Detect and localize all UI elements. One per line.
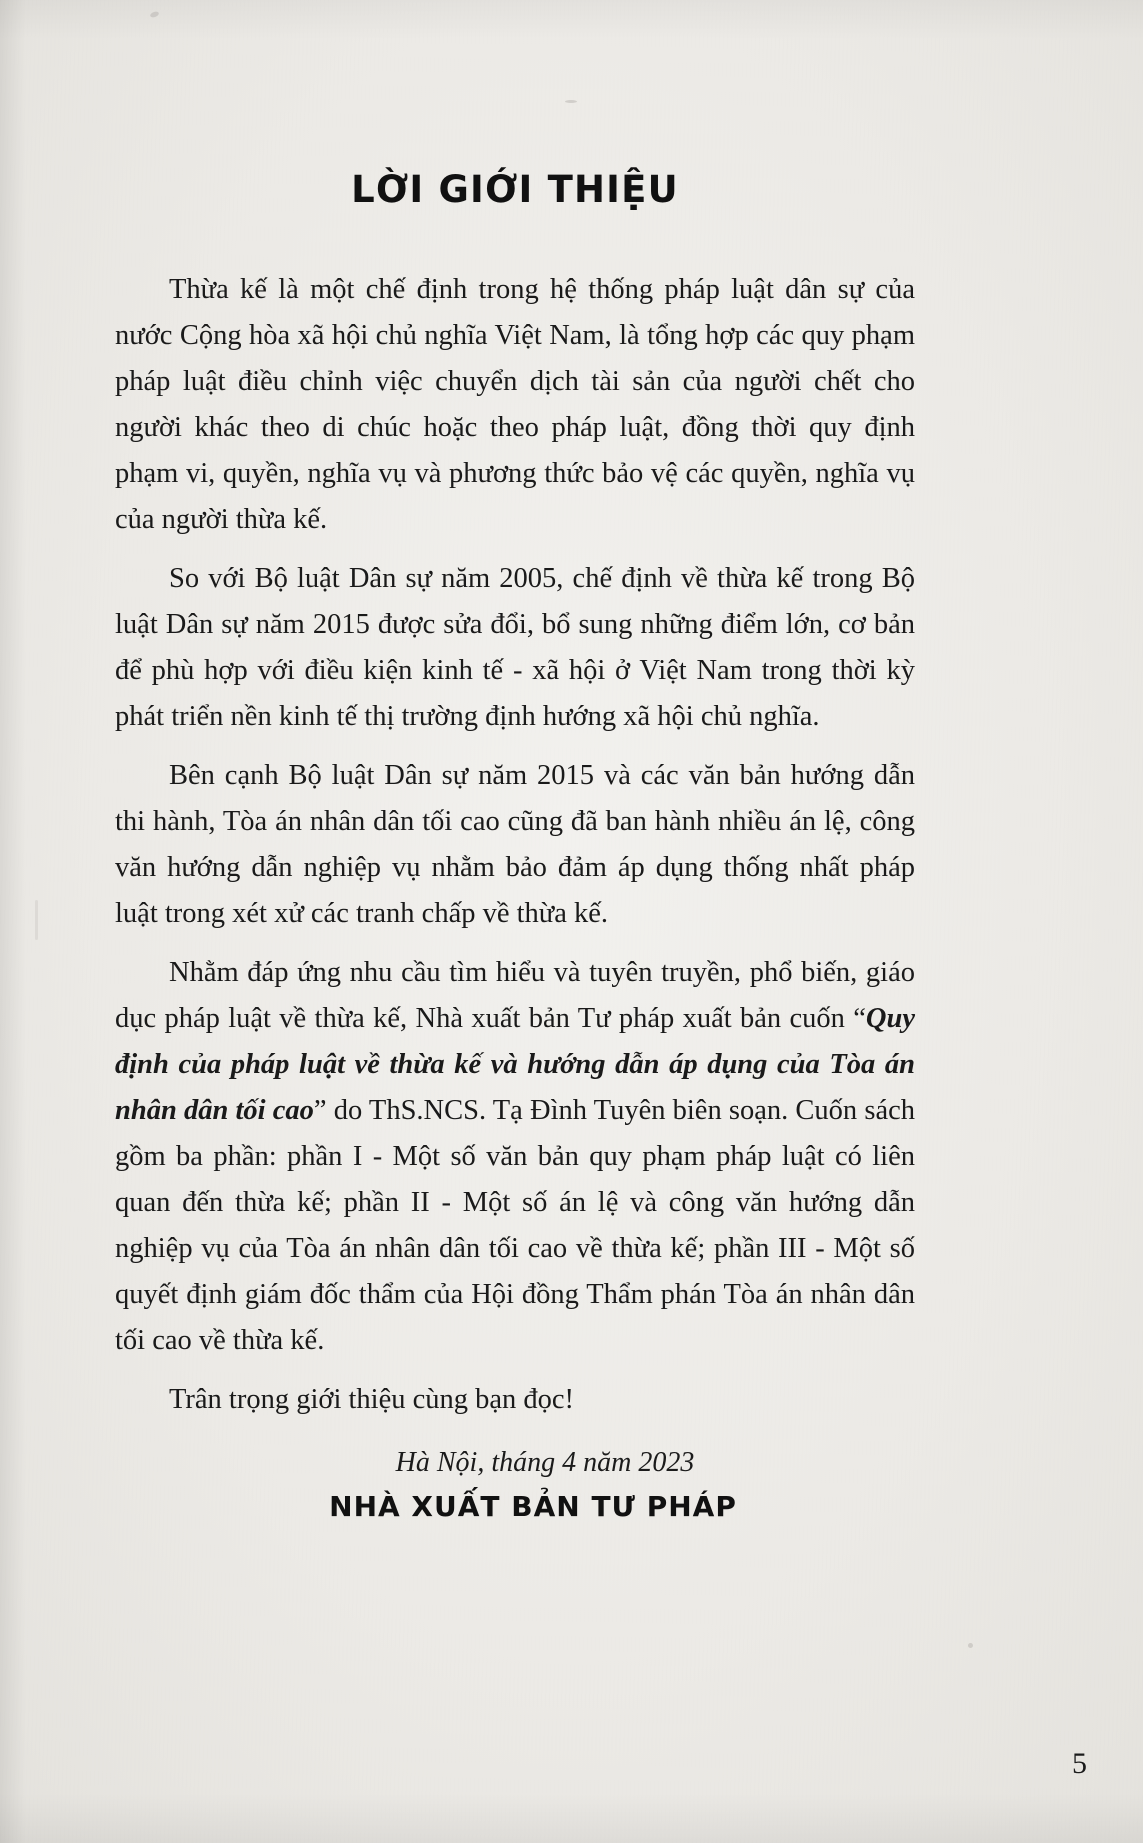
book-title: Quy định của pháp luật về thừa kế và hướng dẫn áp dụng của Tòa án nhân dân tối cao: [115, 1003, 915, 1126]
publisher-name: NHÀ XUẤT BẢN TƯ PHÁP: [329, 1490, 737, 1523]
paragraph-3: Bên cạnh Bộ luật Dân sự năm 2015 và các văn bản hướng dẫn thi hành, Tòa án nhân dân tối cao cũng đã ban hành nhiều án lệ, công văn hướng dẫn nghiệp vụ nhằm bảo đảm áp dụng thống nhất pháp luật trong xét xử các tranh chấp về thừa kế.: [115, 760, 915, 929]
page-title: LỜI GIỚI THIỆU: [351, 168, 679, 211]
signature-block: [115, 1441, 915, 1529]
closing-line: Trân trọng giới thiệu cùng bạn đọc!: [169, 1384, 575, 1415]
page-content: [115, 0, 915, 1843]
scan-speck: [35, 900, 38, 940]
paragraph-4: [115, 950, 915, 1364]
paragraph-2: So với Bộ luật Dân sự năm 2005, chế định về thừa kế trong Bộ luật Dân sự năm 2015 được sửa đổi, bổ sung những điểm lớn, cơ bản để phù hợp với điều kiện kinh tế - xã hội ở Việt Nam trong thời kỳ phát triển nền kinh tế thị trường định hướng xã hội chủ nghĩa.: [115, 563, 915, 732]
body-text: [115, 267, 915, 1423]
paragraph-4-before: Nhằm đáp ứng nhu cầu tìm hiểu và tuyên truyền, phổ biến, giáo dục pháp luật về thừa kế, Nhà xuất bản Tư pháp xuất bản cuốn “: [115, 957, 915, 1034]
place-and-date: Hà Nội, tháng 4 năm 2023: [395, 1447, 695, 1478]
paragraph-4-after: ” do ThS.NCS. Tạ Đình Tuyên biên soạn. Cuốn sách gồm ba phần: phần I - Một số văn bản quy phạm pháp luật có liên quan đến thừa kế; phần II - Một số án lệ và công văn hướng dẫn nghiệp vụ của Tòa án nhân dân tối cao về thừa kế; phần III - Một số quyết định giám đốc thẩm của Hội đồng Thẩm phán Tòa án nhân dân tối cao về thừa kế.: [115, 1095, 915, 1356]
scan-speck: [968, 1643, 973, 1648]
paragraph-1: Thừa kế là một chế định trong hệ thống pháp luật dân sự của nước Cộng hòa xã hội chủ nghĩa Việt Nam, là tổng hợp các quy phạm pháp luật điều chỉnh việc chuyển dịch tài sản của người chết cho người khác theo di chúc hoặc theo pháp luật, đồng thời quy định phạm vi, quyền, nghĩa vụ và phương thức bảo vệ các quyền, nghĩa vụ của người thừa kế.: [115, 274, 915, 535]
page-number: 5: [1072, 1747, 1087, 1780]
